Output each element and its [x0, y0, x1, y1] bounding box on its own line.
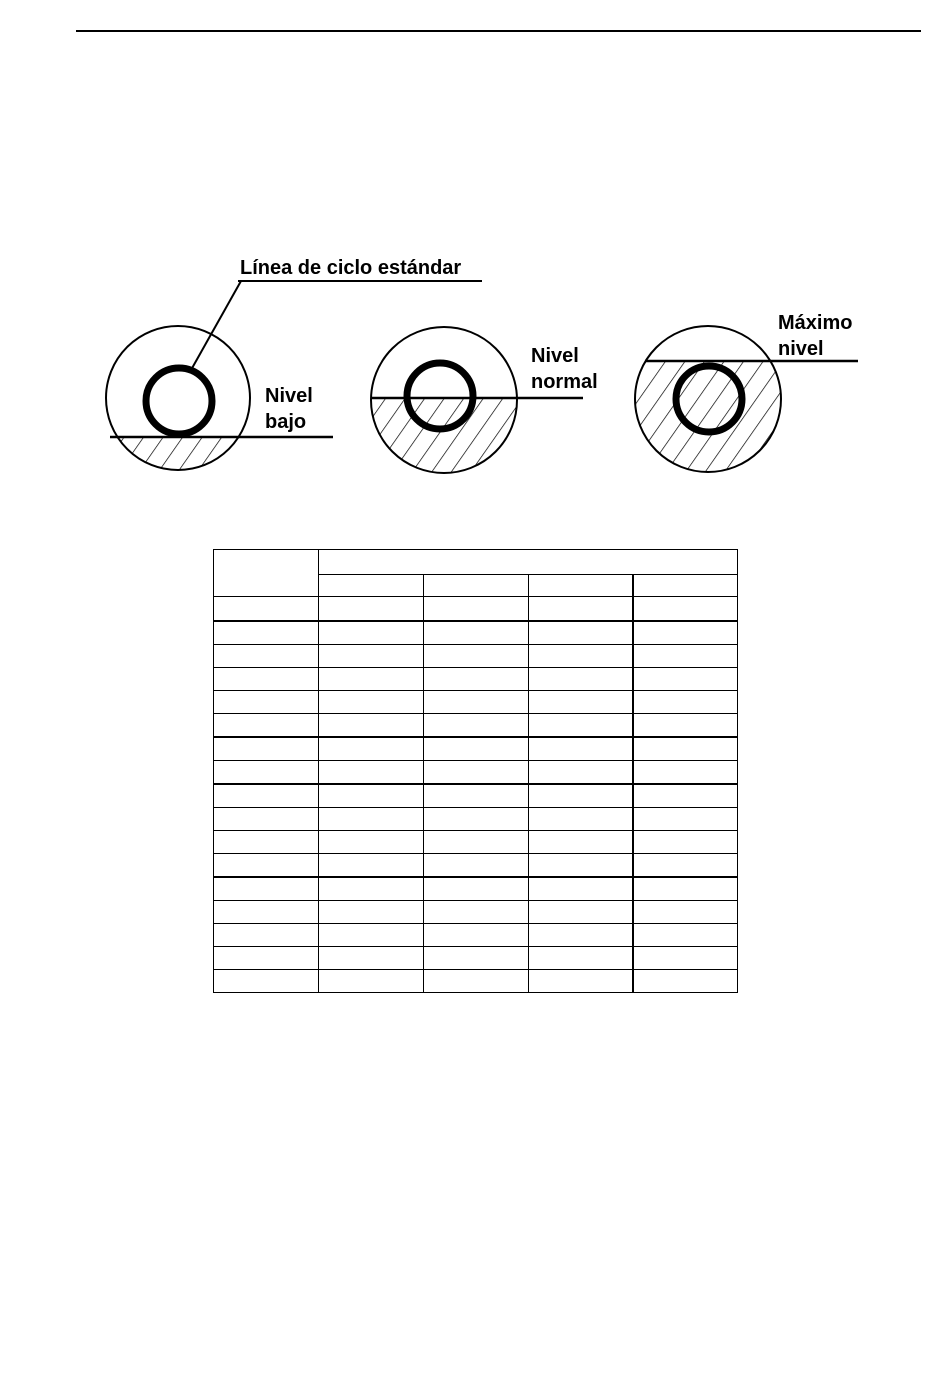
table-row	[214, 854, 738, 878]
table-cell	[633, 970, 738, 993]
table-row	[214, 901, 738, 924]
table-cell	[319, 645, 424, 668]
table-cell	[528, 854, 633, 878]
table-cell	[214, 831, 319, 854]
callout-leader-line	[191, 281, 241, 370]
table-cell	[214, 691, 319, 714]
table-cell	[633, 761, 738, 785]
table-cell	[423, 808, 528, 831]
table-group-header	[319, 550, 738, 575]
table-cell	[423, 831, 528, 854]
table-cell	[319, 761, 424, 785]
table-cell	[319, 597, 424, 622]
table-cell	[319, 831, 424, 854]
table-cell	[423, 924, 528, 947]
table-cell	[528, 970, 633, 993]
table-cell	[633, 668, 738, 691]
table-row	[214, 924, 738, 947]
table-subheader-cell	[528, 575, 633, 597]
table-cell	[423, 714, 528, 738]
table-row	[214, 970, 738, 993]
table-cell	[528, 668, 633, 691]
oil-fill-max	[630, 361, 790, 481]
table-cell	[423, 877, 528, 901]
sight-ring-low	[146, 368, 212, 434]
table-cell	[528, 808, 633, 831]
normal-level-label-line1: Nivel	[531, 345, 579, 367]
table-cell	[528, 597, 633, 622]
table-cell	[633, 784, 738, 808]
table-cell	[319, 737, 424, 761]
table-cell	[528, 714, 633, 738]
table-cell	[633, 714, 738, 738]
table-units-row	[214, 597, 738, 622]
table-cell	[214, 924, 319, 947]
table-cell	[423, 901, 528, 924]
table-cell	[528, 901, 633, 924]
table-cell	[633, 691, 738, 714]
table-cell	[528, 621, 633, 645]
table-cell	[214, 808, 319, 831]
table-row	[214, 737, 738, 761]
table-subheader-cell	[423, 575, 528, 597]
table-cell	[214, 597, 319, 622]
table-cell	[319, 784, 424, 808]
table-corner-cell	[214, 550, 319, 597]
table-cell	[528, 691, 633, 714]
table-cell	[214, 668, 319, 691]
max-level-label-line1: Máximo	[778, 312, 853, 334]
table-row	[214, 947, 738, 970]
table-cell	[633, 645, 738, 668]
table-cell	[423, 597, 528, 622]
table-cell	[633, 737, 738, 761]
sight-glass-level-diagram	[0, 0, 950, 520]
table-cell	[633, 854, 738, 878]
table-cell	[214, 877, 319, 901]
low-level-label-line2: bajo	[265, 411, 307, 433]
table-cell	[633, 808, 738, 831]
oil-fill-low	[100, 437, 260, 477]
table-cell	[633, 621, 738, 645]
standard-cycle-line-label: Línea de ciclo estándar	[240, 257, 462, 279]
table-row	[214, 668, 738, 691]
table-cell	[633, 924, 738, 947]
table-row	[214, 831, 738, 854]
table-cell	[423, 621, 528, 645]
table-cell	[528, 737, 633, 761]
table-cell	[528, 924, 633, 947]
gauge-normal-level	[368, 327, 598, 478]
table-subheader-cell	[319, 575, 424, 597]
table-cell	[633, 901, 738, 924]
table-cell	[319, 877, 424, 901]
table-cell	[633, 597, 738, 622]
normal-level-label-line2: normal	[531, 371, 598, 393]
table-cell	[528, 831, 633, 854]
table-cell	[528, 784, 633, 808]
table-cell	[319, 621, 424, 645]
table-cell	[319, 947, 424, 970]
table-row	[214, 784, 738, 808]
table-row	[214, 645, 738, 668]
gauge-max-level	[630, 312, 858, 481]
table-cell	[423, 668, 528, 691]
table-row	[214, 691, 738, 714]
table-row	[214, 877, 738, 901]
level-table	[213, 549, 738, 993]
table-row	[214, 714, 738, 738]
table-cell	[423, 645, 528, 668]
table-cell	[214, 621, 319, 645]
table-cell	[528, 645, 633, 668]
table-cell	[423, 761, 528, 785]
table-cell	[528, 947, 633, 970]
table-cell	[423, 854, 528, 878]
oil-fill-normal	[368, 398, 523, 478]
table-cell	[319, 714, 424, 738]
table-cell	[423, 737, 528, 761]
table-cell	[214, 761, 319, 785]
table-cell	[423, 947, 528, 970]
table-cell	[633, 947, 738, 970]
table-cell	[214, 645, 319, 668]
table-cell	[214, 784, 319, 808]
max-level-label-line2: nivel	[778, 338, 824, 360]
table-cell	[319, 970, 424, 993]
table-cell	[214, 970, 319, 993]
table-row	[214, 761, 738, 785]
table-cell	[528, 877, 633, 901]
table-cell	[633, 831, 738, 854]
table-cell	[423, 970, 528, 993]
table-cell	[214, 737, 319, 761]
table-cell	[633, 877, 738, 901]
table-subheader-cell	[633, 575, 738, 597]
table-cell	[319, 808, 424, 831]
table-header-row	[214, 550, 738, 575]
table-cell	[319, 924, 424, 947]
table-cell	[319, 691, 424, 714]
table-cell	[423, 691, 528, 714]
table-cell	[528, 761, 633, 785]
table-cell	[319, 854, 424, 878]
table-cell	[423, 784, 528, 808]
table-row	[214, 808, 738, 831]
table-cell	[214, 947, 319, 970]
gauge-low-level	[100, 326, 333, 477]
table-cell	[214, 714, 319, 738]
table-cell	[214, 901, 319, 924]
low-level-label-line1: Nivel	[265, 385, 313, 407]
table-cell	[319, 901, 424, 924]
table-cell	[214, 854, 319, 878]
table-row	[214, 621, 738, 645]
table-cell	[319, 668, 424, 691]
